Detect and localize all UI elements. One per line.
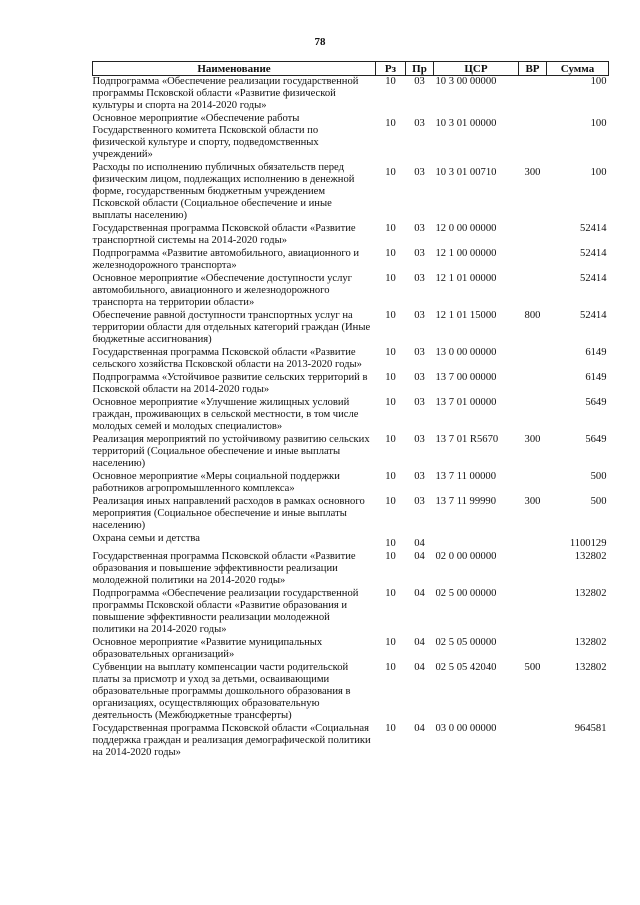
- row-pr: 03: [414, 347, 425, 358]
- row-rz: 10: [385, 397, 396, 408]
- table-row: [93, 495, 609, 532]
- row-name: Государственная программа Псковской области «Развитие образования и повышение эффективности реализации молодежной политики на 2014-2020 годы»: [92, 551, 356, 586]
- row-csr: 12 0 00 00000: [435, 223, 497, 234]
- row-name: Подпрограмма «Обеспечение реализации государственной программы Псковской области «Развитие образования и повышение эффективности реализации молодежной политики на 2014-2020 годы»: [92, 588, 359, 635]
- row-rz: 10: [385, 662, 396, 673]
- row-pr: 03: [414, 471, 425, 482]
- row-sum: 132802: [574, 662, 607, 673]
- table-row: [93, 247, 609, 272]
- row-rz: 10: [385, 223, 396, 234]
- row-vr: 800: [524, 310, 541, 321]
- row-rz: 10: [385, 118, 396, 129]
- row-rz: 10: [385, 248, 396, 259]
- row-sum: 100: [590, 118, 607, 129]
- row-rz: 10: [385, 347, 396, 358]
- row-pr: 04: [414, 538, 425, 549]
- row-pr: 04: [414, 662, 425, 673]
- row-pr: 03: [414, 118, 425, 129]
- table-row: [93, 222, 609, 247]
- row-name: Основное мероприятие «Обеспечение работы Государственного комитета Псковской области по физической культуре и спорту, подведомственных учреждений»: [92, 113, 319, 160]
- header-csr: ЦСР: [434, 62, 519, 76]
- table-row: [93, 470, 609, 495]
- row-sum: 132802: [574, 637, 607, 648]
- row-name: Охрана семьи и детства: [92, 533, 200, 544]
- row-csr: 02 5 05 42040: [435, 662, 497, 673]
- row-rz: 10: [385, 76, 396, 87]
- row-pr: 03: [414, 248, 425, 259]
- row-name: Реализация мероприятий по устойчивому развитию сельских территорий (Социальное обеспечение и иные выплаты населению): [92, 434, 370, 469]
- header-sum: Сумма: [547, 62, 609, 76]
- row-name: Расходы по исполнению публичных обязательств перед физическим лицом, подлежащих исполнению в денежной форме, государственным бюджетным учреждением Псковской области (Социальное обеспечение и иные выплаты населению): [92, 162, 355, 221]
- row-rz: 10: [385, 551, 396, 562]
- table-header-row: [93, 62, 609, 76]
- row-name: Основное мероприятие «Улучшение жилищных условий граждан, проживающих в сельской местности, в том числе молодых семей и молодых специалистов»: [92, 397, 359, 432]
- page-number: 78: [314, 36, 326, 48]
- row-vr: [519, 636, 547, 661]
- row-rz: 10: [385, 496, 396, 507]
- row-csr: 12 1 01 00000: [435, 273, 497, 284]
- row-csr: 10 3 00 00000: [435, 76, 497, 87]
- header-pr: Пр: [406, 62, 434, 76]
- row-name: Подпрограмма «Обеспечение реализации государственной программы Псковской области «Развитие физической культуры и спорта на 2014-2020 годы»: [92, 76, 359, 111]
- row-sum: 6149: [585, 372, 607, 383]
- row-rz: 10: [385, 372, 396, 383]
- row-vr: [519, 396, 547, 433]
- row-sum: 52414: [580, 273, 607, 284]
- row-vr: [519, 722, 547, 759]
- row-sum: 500: [590, 496, 607, 507]
- table-row: [93, 587, 609, 636]
- row-pr: 03: [414, 167, 425, 178]
- row-csr: 12 1 00 00000: [435, 248, 497, 259]
- row-sum: 1100129: [569, 538, 607, 549]
- row-rz: 10: [385, 588, 396, 599]
- row-sum: 6149: [585, 347, 607, 358]
- row-sum: 100: [590, 167, 607, 178]
- row-csr: 10 3 01 00710: [435, 167, 497, 178]
- row-vr: 300: [524, 496, 541, 507]
- row-sum: 132802: [574, 588, 607, 599]
- row-rz: 10: [385, 471, 396, 482]
- row-vr: [519, 532, 547, 550]
- row-rz: 10: [385, 434, 396, 445]
- row-vr: 300: [524, 167, 541, 178]
- row-name: Субвенции на выплату компенсации части родительской платы за присмотр и уход за детьми, осваивающими образовательные программы дошкольного образования в организациях, осуществляющих образовательную деятельность (Межбюджетные трансферты): [92, 662, 351, 721]
- row-vr: [519, 371, 547, 396]
- row-pr: 03: [414, 273, 425, 284]
- row-name: Государственная программа Псковской области «Развитие транспортной системы на 2014-2020 годы»: [92, 223, 356, 246]
- row-name: Государственная программа Псковской области «Развитие сельского хозяйства Псковской области на 2013-2020 годы»: [92, 347, 362, 370]
- row-name: Государственная программа Псковской области «Социальная поддержка граждан и реализация демографической политики на 2014-2020 годы»: [92, 723, 371, 758]
- row-rz: 10: [385, 723, 396, 734]
- row-vr: [519, 587, 547, 636]
- row-sum: 100: [590, 76, 607, 87]
- row-vr: [519, 470, 547, 495]
- row-vr: [519, 550, 547, 587]
- table-row: [93, 433, 609, 470]
- row-pr: 03: [414, 397, 425, 408]
- row-name: Обеспечение равной доступности транспортных услуг на территории области для отдельных категорий граждан (Иные бюджетные ассигнования): [92, 310, 371, 345]
- row-vr: [519, 272, 547, 309]
- row-sum: 52414: [580, 223, 607, 234]
- row-csr: 13 7 11 00000: [435, 471, 497, 482]
- table-row: [93, 722, 609, 759]
- table-row: [93, 161, 609, 222]
- row-vr: [519, 247, 547, 272]
- row-rz: 10: [385, 538, 396, 549]
- row-csr: 13 0 00 00000: [435, 347, 497, 358]
- row-vr: [519, 76, 547, 113]
- row-pr: 04: [414, 588, 425, 599]
- table-row: [93, 272, 609, 309]
- row-csr: 12 1 01 15000: [435, 310, 497, 321]
- row-vr: [519, 346, 547, 371]
- row-name: Подпрограмма «Развитие автомобильного, авиационного и железнодорожного транспорта»: [92, 248, 360, 271]
- row-rz: 10: [385, 167, 396, 178]
- row-csr: 02 0 00 00000: [435, 551, 497, 562]
- table-row: [93, 309, 609, 346]
- table-row: [93, 76, 609, 113]
- row-name: Реализация иных направлений расходов в рамках основного мероприятия (Социальное обеспечение и иные выплаты населению): [92, 496, 365, 531]
- row-csr: [434, 532, 519, 550]
- row-rz: 10: [385, 637, 396, 648]
- row-csr: 02 5 05 00000: [435, 637, 497, 648]
- row-csr: 13 7 01 00000: [435, 397, 497, 408]
- row-pr: 04: [414, 723, 425, 734]
- row-csr: 03 0 00 00000: [435, 723, 497, 734]
- row-vr: [519, 112, 547, 161]
- row-sum: 5649: [585, 434, 607, 445]
- row-sum: 52414: [580, 310, 607, 321]
- row-csr: 13 7 11 99990: [435, 496, 497, 507]
- table-row: [93, 346, 609, 371]
- table-row: [93, 112, 609, 161]
- table-row: [93, 550, 609, 587]
- row-pr: 03: [414, 223, 425, 234]
- row-name: Подпрограмма «Устойчивое развитие сельских территорий в Псковской области на 2014-2020 годы»: [92, 372, 368, 395]
- row-rz: 10: [385, 310, 396, 321]
- row-name: Основное мероприятие «Обеспечение доступности услуг автомобильного, авиационного и железнодорожного транспорта на территории области»: [92, 273, 353, 308]
- row-sum: 132802: [574, 551, 607, 562]
- row-csr: 02 5 00 00000: [435, 588, 497, 599]
- table-row: [93, 371, 609, 396]
- row-vr: 500: [524, 662, 541, 673]
- row-sum: 500: [590, 471, 607, 482]
- row-sum: 5649: [585, 397, 607, 408]
- row-csr: 13 7 01 R5670: [435, 434, 499, 445]
- header-name: Наименование: [93, 62, 376, 76]
- row-name: Основное мероприятие «Меры социальной поддержки работников агропромышленного комплекса»: [92, 471, 340, 494]
- row-pr: 03: [414, 372, 425, 383]
- row-pr: 04: [414, 637, 425, 648]
- table-row: [93, 636, 609, 661]
- row-pr: 03: [414, 76, 425, 87]
- row-csr: 10 3 01 00000: [435, 118, 497, 129]
- row-vr: [519, 222, 547, 247]
- header-rz: Рз: [376, 62, 406, 76]
- row-sum: 964581: [574, 723, 607, 734]
- row-pr: 04: [414, 551, 425, 562]
- table-row: [93, 661, 609, 722]
- budget-table: [92, 61, 609, 759]
- row-vr: 300: [524, 434, 541, 445]
- row-pr: 03: [414, 434, 425, 445]
- row-name: Основное мероприятие «Развитие муниципальных образовательных организаций»: [92, 637, 323, 660]
- row-pr: 03: [414, 496, 425, 507]
- header-vr: ВР: [519, 62, 547, 76]
- table-row: [93, 532, 609, 550]
- row-sum: 52414: [580, 248, 607, 259]
- row-pr: 03: [414, 310, 425, 321]
- table-row: [93, 396, 609, 433]
- row-rz: 10: [385, 273, 396, 284]
- row-csr: 13 7 00 00000: [435, 372, 497, 383]
